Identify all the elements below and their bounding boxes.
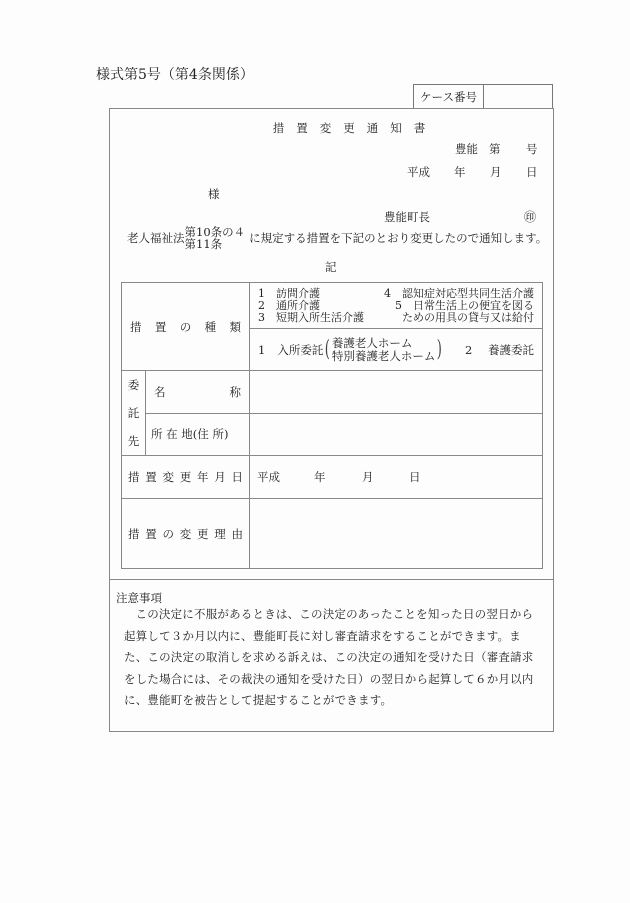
item-number: 2 (258, 298, 265, 312)
service-item-day-care: 通所介護 (276, 298, 320, 312)
service-item-group-home: 認知症対応型共同生活介護 (402, 286, 534, 300)
label-char: 措 (128, 526, 140, 541)
consignee-address-field[interactable] (250, 413, 543, 456)
item-number: 2 (465, 342, 473, 357)
measure-type-label-cell (122, 283, 250, 371)
item-number: 1 (258, 342, 266, 357)
item-number: 3 (258, 310, 265, 324)
option-special-nursing-home: 特別養護老人ホーム (331, 348, 436, 363)
case-number-box (413, 84, 553, 109)
doc-number-go: 号 (526, 142, 538, 156)
article-stack (185, 226, 246, 250)
service-item-daily-aids: 日常生活上の便宜を図る (413, 298, 534, 312)
option-nursing-home: 養護老人ホーム (331, 335, 413, 350)
label-char: 変 (162, 470, 174, 484)
label-char: 名 (154, 384, 166, 399)
service-item-row (258, 312, 534, 324)
doc-number-prefix: 豊能 (455, 142, 478, 156)
month-label: 月 (362, 470, 374, 484)
label-char: 託 (127, 406, 140, 420)
issue-date-day: 日 (526, 165, 538, 179)
year-label: 年 (314, 470, 326, 484)
case-number-field[interactable] (484, 85, 552, 109)
label-char: 変 (179, 526, 192, 541)
facility-options (323, 337, 444, 363)
label-char: 措 (128, 470, 140, 484)
consignee-group-label (122, 371, 146, 456)
label-char: 種 (204, 319, 217, 334)
issue-date-year: 年 (454, 165, 466, 179)
service-item-short-stay: 短期入所生活介護 (276, 310, 364, 324)
name-label-cell (146, 371, 250, 414)
ki-heading: 記 (325, 260, 337, 274)
right-bracket: ) (437, 336, 443, 362)
label-char: 置 (145, 470, 157, 484)
issue-date-era: 平成 (407, 165, 430, 179)
label-char: 月 (214, 470, 226, 484)
issue-date-month: 月 (490, 165, 502, 179)
era-label: 平成 (257, 470, 280, 484)
item-number: 1 (258, 286, 265, 300)
label-char: 日 (231, 470, 243, 484)
label-char: 理 (214, 526, 226, 541)
service-item-daily-aids-cont: ための用具の貸与又は給付 (402, 310, 534, 324)
item-number: 5 (395, 298, 402, 312)
address-label-cell: 所 在 地(住 所) (146, 413, 250, 456)
article-top: 第10条の４ (184, 225, 246, 239)
label-char: 更 (179, 470, 192, 484)
change-date-field[interactable] (250, 456, 543, 499)
label-char: 更 (197, 526, 209, 541)
label-char: 年 (197, 470, 209, 484)
label-char: 称 (229, 384, 241, 399)
measure-table (121, 282, 543, 569)
article-bottom: 第11条 (184, 237, 223, 251)
service-item-visit-care: 訪問介護 (276, 286, 320, 300)
issuer-name: 豊能町長 (384, 210, 430, 224)
label-char: 類 (229, 319, 241, 334)
notes-heading: 注意事項 (116, 591, 162, 605)
label-char: 委 (127, 378, 140, 392)
label-char: 置 (145, 526, 157, 541)
admission-cell (250, 329, 543, 371)
left-bracket: ( (325, 336, 331, 362)
page-title: 措置変更通知書 (272, 121, 438, 135)
notes-divider (109, 579, 554, 580)
change-reason-label-cell (122, 499, 250, 569)
law-name: 老人福祉法 (127, 231, 185, 245)
seal-mark: ㊞ (524, 210, 537, 224)
item-number: 4 (384, 286, 391, 300)
change-date-label-cell (122, 456, 250, 499)
label-char: 置 (154, 319, 167, 334)
case-number-label: ケース番号 (414, 85, 484, 109)
addressee-suffix: 様 (208, 187, 220, 201)
label-char: の (162, 526, 174, 541)
change-reason-field[interactable] (250, 499, 543, 569)
admission-consign-label: 入所委託 (277, 342, 324, 357)
doc-number-dai: 第 (489, 142, 501, 156)
label-char: 先 (127, 434, 140, 448)
notes-text: この決定に不服があるときは、この決定のあったことを知った日の翌日から起算して３か月以内に、豊能町長に対し審査請求をすることができます。また、この決定の取消しを求める訴えは、この決定の通知を受けた日（審査請求をした場合には、その裁決の通知を受けた日）の翌日から起算して６か月以内に、豊能町を被告として提起することができます。 (124, 607, 534, 707)
label-char: 由 (231, 526, 243, 541)
notice-body (127, 226, 547, 250)
notice-body-rest: に規定する措置を下記のとおり変更したので通知します。 (249, 231, 548, 245)
form-number-label: 様式第5号（第4条関係） (96, 67, 254, 83)
foster-consign-label: 養護委託 (488, 342, 534, 357)
service-types-cell (250, 283, 543, 329)
day-label: 日 (409, 470, 421, 484)
label-char: の (179, 319, 192, 334)
label-char: 措 (130, 319, 142, 334)
consignee-name-field[interactable] (250, 371, 543, 414)
